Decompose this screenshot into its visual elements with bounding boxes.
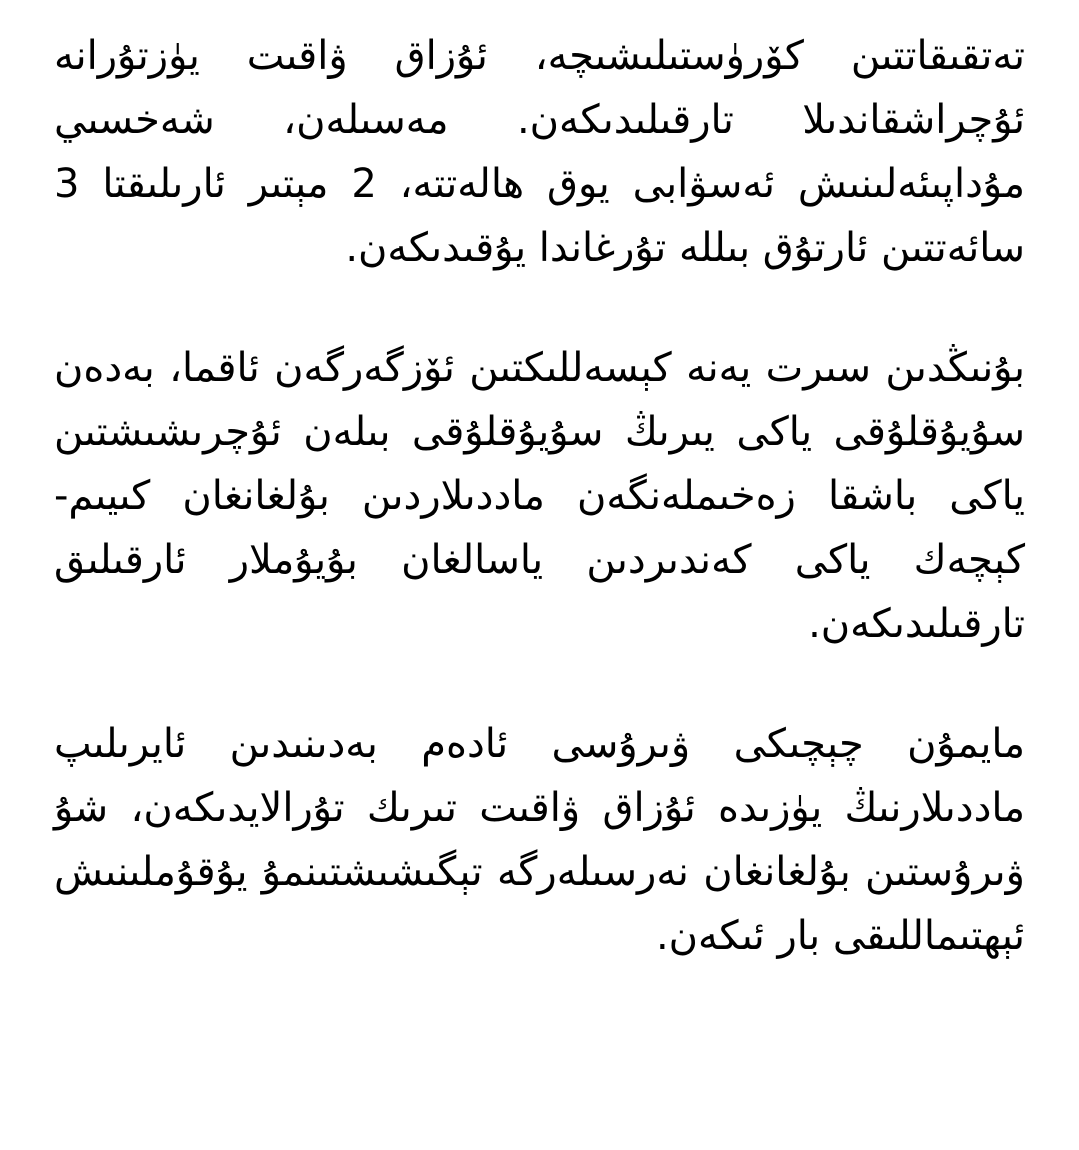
paragraph-transmission: تەتقىقاتتىن كۆرۈستىلىشىچە، ئۇزاق ۋاقىت يۈزتۇرانە ئۇچراشقاندىلا تارقىلىدىكەن. مەسىلەن، شەخسىي مۇداپىئەلىنىش ئەسۋابى يوق ھالەتتە، 2 مېتىر ئارىلىقتا 3 سائەتتىن ئارتۇق بىللە تۇرغاندا يۇقىدىكەن. [54, 33, 1025, 271]
paragraph-virus-survival: مايمۇن چېچىكى ۋىرۇسى ئادەم بەدىنىدىن ئايرىلىپ ماددىلارنىڭ يۈزىدە ئۇزاق ۋاقىت تىرىك تۇرالايدىكەن، شۇ ۋىرۇستىن بۇلغانغان نەرسىلەرگە تېگىشىشتىنمۇ يۇقۇملىنىش ئېھتىماللىقى بار ئىكەن. [54, 721, 1025, 959]
paragraph-contaminated-materials: بۇنىڭدىن سىرت يەنە كېسەللىكتىن ئۆزگەرگەن ئاقما، بەدەن سۇيۇقلۇقى ياكى يىرىڭ سۇيۇقلۇقى بىلەن ئۇچرىشىشتىن ياكى باشقا زەخىملەنگەن ماددىلاردىن بۇلغانغان كىيىم-كېچەك ياكى كەندىردىن ياسالغان بۇيۇملار ئارقىلىق تارقىلىدىكەن. [54, 345, 1025, 647]
